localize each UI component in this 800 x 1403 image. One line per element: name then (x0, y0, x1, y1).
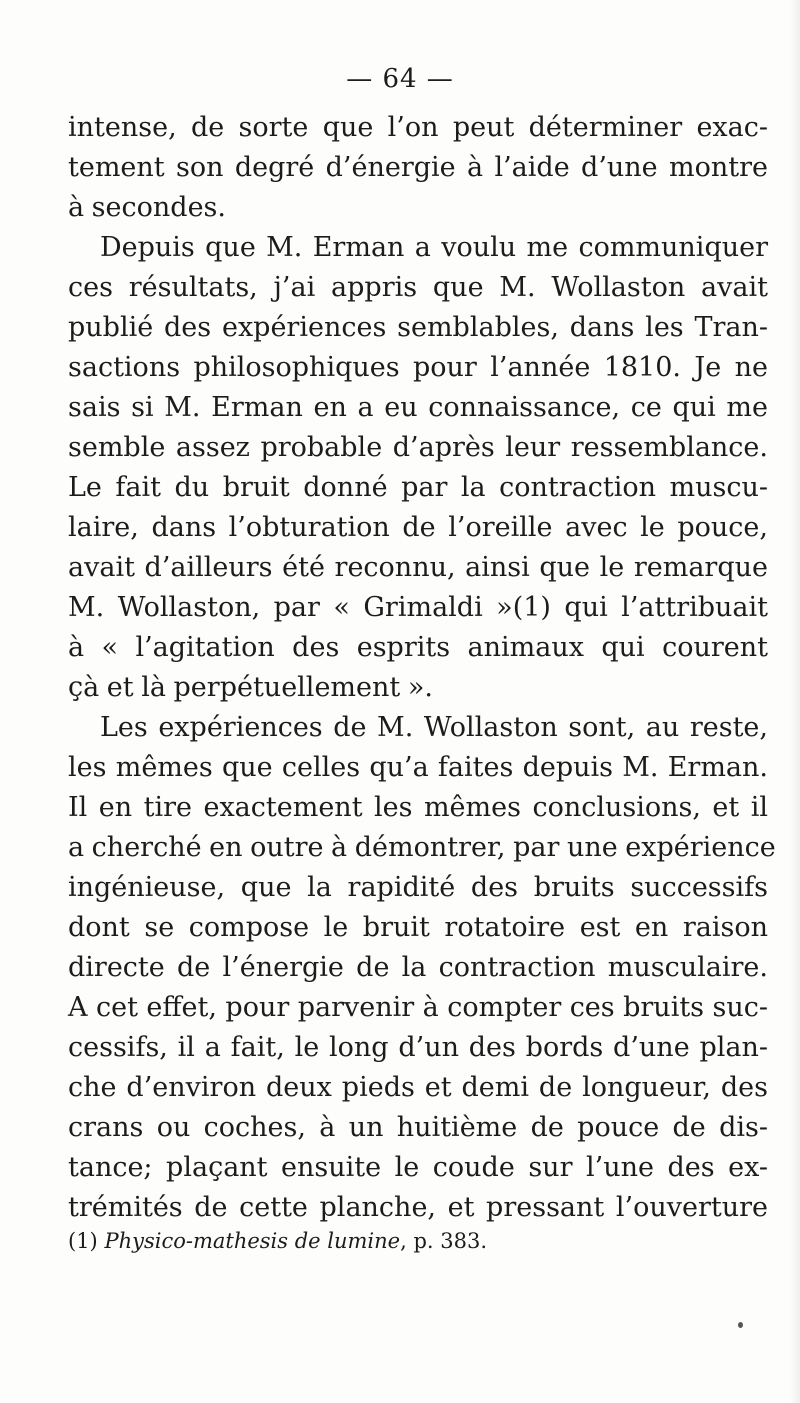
ink-speck (738, 1322, 743, 1328)
text-line: les mêmes que celles qu’a faites depuis M. Erman. (68, 752, 768, 783)
text-line: tance; plaçant ensuite le coude sur l’une des ex- (68, 1152, 768, 1183)
text-line: semble assez probable d’après leur ressemblance. (68, 432, 768, 463)
footnote-work-title: Physico-mathesis de lumine (104, 1229, 401, 1253)
text-line: cessifs, il a fait, le long d’un des bords d’une plan- (68, 1032, 768, 1063)
text-line: crans ou coches, à un huitième de pouce de dis- (68, 1112, 768, 1143)
text-line: Il en tire exactement les mêmes conclusions, et il (68, 792, 768, 823)
text-line: laire, dans l’obturation de l’oreille avec le pouce, (68, 512, 768, 543)
text-line: intense, de sorte que l’on peut déterminer exac- (68, 112, 768, 143)
text-line: Depuis que M. Erman a voulu me communiquer (100, 232, 768, 263)
footnote-marker: (1) (68, 1229, 98, 1253)
page-edge-shadow (790, 0, 800, 1403)
text-line: ces résultats, j’ai appris que M. Wollaston avait (68, 272, 768, 303)
text-line: sais si M. Erman en a eu connaissance, ce qui me (68, 392, 768, 423)
text-line: ingénieuse, que la rapidité des bruits successifs (68, 872, 768, 903)
footnote-page-ref: , p. 383. (400, 1229, 487, 1253)
text-line: A cet effet, pour parvenir à compter ces bruits suc- (68, 992, 768, 1023)
text-line: dont se compose le bruit rotatoire est en raison (68, 912, 768, 943)
text-line: à « l’agitation des esprits animaux qui courent (68, 632, 768, 663)
text-line: sactions philosophiques pour l’année 1810. Je ne (68, 352, 768, 383)
text-line: directe de l’énergie de la contraction musculaire. (68, 952, 768, 983)
text-line: tement son degré d’énergie à l’aide d’une montre (68, 152, 768, 183)
text-line: che d’environ deux pieds et demi de longueur, des (68, 1072, 768, 1103)
text-line: çà et là perpétuellement ». (68, 672, 433, 703)
text-line: à secondes. (68, 192, 226, 223)
text-line: M. Wollaston, par « Grimaldi »(1) qui l’attribuait (68, 592, 768, 623)
text-line: Le fait du bruit donné par la contraction muscu- (68, 472, 768, 503)
text-line: trémités de cette planche, et pressant l’ouverture (68, 1192, 768, 1223)
body-text (68, 108, 776, 1228)
text-line: avait d’ailleurs été reconnu, ainsi que le remarque (68, 552, 768, 583)
footnote (68, 1228, 487, 1254)
text-line: Les expériences de M. Wollaston sont, au reste, (100, 712, 768, 743)
text-line: a cherché en outre à démontrer, par une expérience (68, 832, 776, 863)
page-number-header: — 64 — (346, 64, 454, 94)
text-line: publié des expériences semblables, dans les Tran- (68, 312, 768, 343)
